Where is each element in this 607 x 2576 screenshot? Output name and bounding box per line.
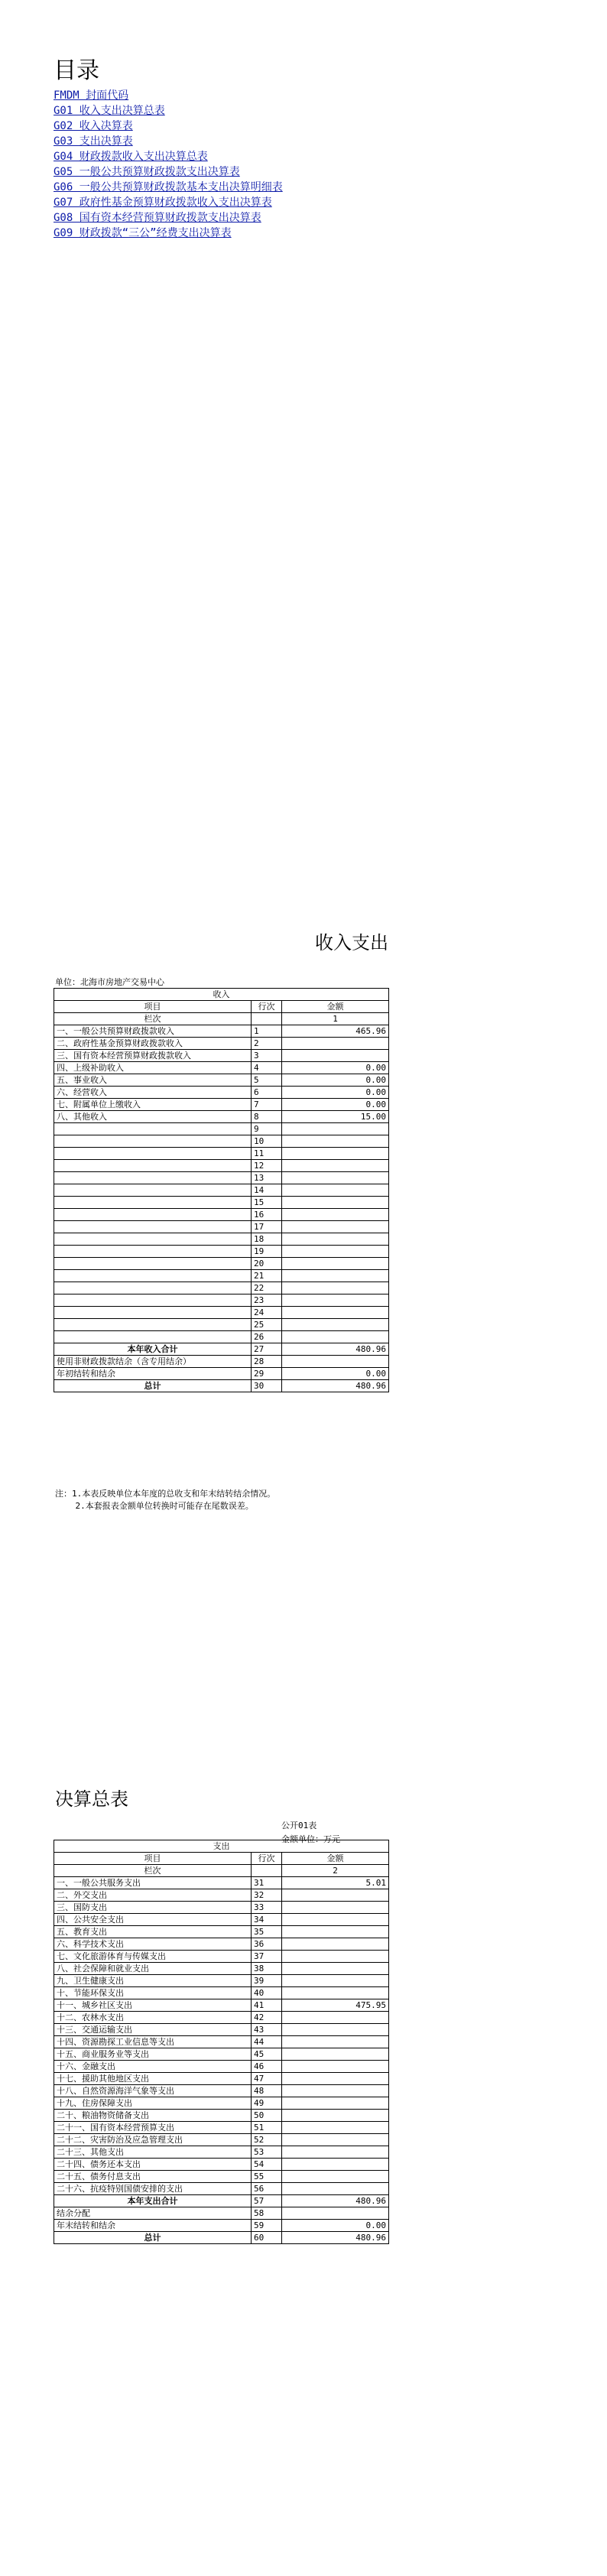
table-row xyxy=(54,2048,389,2061)
table-row xyxy=(54,1148,389,1160)
table-row xyxy=(54,1877,389,1889)
row-line-number: 44 xyxy=(252,2036,282,2048)
row-amount xyxy=(282,1294,389,1307)
table-row xyxy=(54,1987,389,1999)
table-row xyxy=(54,1270,389,1282)
row-line-number: 33 xyxy=(252,1902,282,1914)
row-line-number: 21 xyxy=(252,1270,282,1282)
table-row xyxy=(54,1914,389,1926)
row-amount: 0.00 xyxy=(282,1062,389,1074)
row-amount xyxy=(282,1951,389,1963)
row-line-number: 32 xyxy=(252,1889,282,1902)
table-row xyxy=(54,2012,389,2024)
table-row xyxy=(54,2159,389,2171)
row-line-number: 7 xyxy=(252,1099,282,1111)
row-item: 一、一般公共服务支出 xyxy=(54,1877,252,1889)
row-item: 五、事业收入 xyxy=(54,1074,252,1087)
col-header-line: 行次 xyxy=(252,1853,282,1865)
row-line-number: 45 xyxy=(252,2048,282,2061)
table-row xyxy=(54,1172,389,1184)
row-item: 五、教育支出 xyxy=(54,1926,252,1938)
row-item: 三、国防支出 xyxy=(54,1902,252,1914)
row-item: 十一、城乡社区支出 xyxy=(54,1999,252,2012)
row-line-number: 18 xyxy=(252,1233,282,1246)
row-amount xyxy=(282,2146,389,2159)
table-row xyxy=(54,1951,389,1963)
row-item xyxy=(54,1221,252,1233)
row-item xyxy=(54,1172,252,1184)
row-amount: 0.00 xyxy=(282,1087,389,1099)
income-section-header: 收入 xyxy=(54,989,389,1001)
income-column-header-row xyxy=(54,1001,389,1013)
row-line-number: 24 xyxy=(252,1307,282,1319)
table-row xyxy=(54,1111,389,1123)
row-line-number: 36 xyxy=(252,1938,282,1951)
row-amount xyxy=(282,2024,389,2036)
row-line-number: 12 xyxy=(252,1160,282,1172)
row-amount xyxy=(282,2085,389,2097)
row-line-number: 25 xyxy=(252,1319,282,1331)
row-line-number: 22 xyxy=(252,1282,282,1294)
row-line-number: 1 xyxy=(252,1025,282,1038)
row-line-number: 2 xyxy=(252,1038,282,1050)
row-amount xyxy=(282,1050,389,1062)
table-row xyxy=(54,2073,389,2085)
toc-link[interactable]: G07 政府性基金预算财政拨款收入支出决算表 xyxy=(54,197,272,209)
col-index-amount: 2 xyxy=(282,1865,389,1877)
row-line-number: 49 xyxy=(252,2097,282,2110)
table-row xyxy=(54,1307,389,1319)
row-amount xyxy=(282,1209,389,1221)
table-row xyxy=(54,2122,389,2134)
table-row xyxy=(54,1282,389,1294)
row-item xyxy=(54,1319,252,1331)
expense-column-index-row xyxy=(54,1865,389,1877)
row-item: 总计 xyxy=(54,2232,252,2244)
row-item: 四、上级补助收入 xyxy=(54,1062,252,1074)
row-line-number: 30 xyxy=(252,1380,282,1392)
row-amount xyxy=(282,2207,389,2220)
row-amount xyxy=(282,2183,389,2195)
toc-link[interactable]: G05 一般公共预算财政拨款支出决算表 xyxy=(54,166,240,178)
table-row xyxy=(54,2024,389,2036)
row-line-number: 35 xyxy=(252,1926,282,1938)
row-amount xyxy=(282,2048,389,2061)
row-line-number: 58 xyxy=(252,2207,282,2220)
row-amount xyxy=(282,1975,389,1987)
row-item: 二十四、债务还本支出 xyxy=(54,2159,252,2171)
row-line-number: 11 xyxy=(252,1148,282,1160)
row-line-number: 57 xyxy=(252,2195,282,2207)
row-line-number: 43 xyxy=(252,2024,282,2036)
row-item xyxy=(54,1148,252,1160)
row-item: 六、经营收入 xyxy=(54,1087,252,1099)
row-amount xyxy=(282,1233,389,1246)
row-item xyxy=(54,1123,252,1135)
row-amount xyxy=(282,2134,389,2146)
table-row xyxy=(54,1294,389,1307)
row-item: 七、文化旅游体育与传媒支出 xyxy=(54,1951,252,1963)
row-item: 二十一、国有资本经营预算支出 xyxy=(54,2122,252,2134)
row-amount xyxy=(282,1221,389,1233)
row-item xyxy=(54,1160,252,1172)
row-line-number: 38 xyxy=(252,1963,282,1975)
row-amount xyxy=(282,1963,389,1975)
row-item xyxy=(54,1184,252,1197)
row-item: 八、其他收入 xyxy=(54,1111,252,1123)
table-row xyxy=(54,1025,389,1038)
income-section-title: 收入支出 xyxy=(315,932,388,953)
col-header-amount: 金额 xyxy=(282,1001,389,1013)
row-item: 二、政府性基金预算财政拨款收入 xyxy=(54,1038,252,1050)
row-amount: 480.96 xyxy=(282,1380,389,1392)
row-item: 六、科学技术支出 xyxy=(54,1938,252,1951)
table-row xyxy=(54,1902,389,1914)
table-row xyxy=(54,1050,389,1062)
row-amount xyxy=(282,1038,389,1050)
row-line-number: 50 xyxy=(252,2110,282,2122)
toc-link[interactable]: G06 一般公共预算财政拨款基本支出决算明细表 xyxy=(54,181,283,193)
row-amount: 5.01 xyxy=(282,1877,389,1889)
table-row xyxy=(54,1343,389,1356)
income-table xyxy=(54,988,389,1392)
row-item xyxy=(54,1209,252,1221)
col-index-amount: 1 xyxy=(282,1013,389,1025)
row-amount xyxy=(282,2012,389,2024)
row-amount xyxy=(282,2159,389,2171)
row-line-number: 42 xyxy=(252,2012,282,2024)
row-item xyxy=(54,1233,252,1246)
form-code: 公开01表 xyxy=(281,1821,317,1830)
row-item: 三、国有资本经营预算财政拨款收入 xyxy=(54,1050,252,1062)
row-item xyxy=(54,1135,252,1148)
row-line-number: 40 xyxy=(252,1987,282,1999)
table-row xyxy=(54,2220,389,2232)
row-item xyxy=(54,1246,252,1258)
expense-section-title: 决算总表 xyxy=(55,1788,128,1810)
row-amount xyxy=(282,2036,389,2048)
expense-section-header: 支出 xyxy=(54,1840,389,1853)
table-row xyxy=(54,1062,389,1074)
table-row xyxy=(54,1197,389,1209)
row-item: 十八、自然资源海洋气象等支出 xyxy=(54,2085,252,2097)
row-amount xyxy=(282,1135,389,1148)
table-row xyxy=(54,1209,389,1221)
row-amount: 0.00 xyxy=(282,1099,389,1111)
row-item: 本年收入合计 xyxy=(54,1343,252,1356)
table-row xyxy=(54,1331,389,1343)
table-row xyxy=(54,1999,389,2012)
row-item: 十三、交通运输支出 xyxy=(54,2024,252,2036)
row-line-number: 52 xyxy=(252,2134,282,2146)
row-line-number: 13 xyxy=(252,1172,282,1184)
row-amount xyxy=(282,1987,389,1999)
row-item: 使用非财政拨款结余（含专用结余） xyxy=(54,1356,252,1368)
table-row xyxy=(54,1074,389,1087)
table-row xyxy=(54,2146,389,2159)
row-line-number: 54 xyxy=(252,2159,282,2171)
row-item: 一、一般公共预算财政拨款收入 xyxy=(54,1025,252,1038)
row-amount xyxy=(282,2122,389,2134)
row-amount: 475.95 xyxy=(282,1999,389,2012)
table-row xyxy=(54,1926,389,1938)
row-line-number: 29 xyxy=(252,1368,282,1380)
row-item: 二十三、其他支出 xyxy=(54,2146,252,2159)
toc-link[interactable]: G01 收入支出决算总表 xyxy=(54,105,165,117)
row-line-number: 56 xyxy=(252,2183,282,2195)
row-item xyxy=(54,1258,252,1270)
table-row xyxy=(54,2171,389,2183)
row-item: 二十、粮油物资储备支出 xyxy=(54,2110,252,2122)
row-line-number: 15 xyxy=(252,1197,282,1209)
row-item: 年初结转和结余 xyxy=(54,1368,252,1380)
row-amount xyxy=(282,1123,389,1135)
row-line-number: 10 xyxy=(252,1135,282,1148)
row-item xyxy=(54,1270,252,1282)
table-row xyxy=(54,1319,389,1331)
table-row xyxy=(54,1135,389,1148)
row-line-number: 55 xyxy=(252,2171,282,2183)
toc-link[interactable]: G08 国有资本经营预算财政拨款支出决算表 xyxy=(54,212,261,224)
col-index-line xyxy=(252,1013,282,1025)
row-line-number: 39 xyxy=(252,1975,282,1987)
row-amount xyxy=(282,1319,389,1331)
table-row xyxy=(54,1160,389,1172)
row-line-number: 5 xyxy=(252,1074,282,1087)
row-amount xyxy=(282,1307,389,1319)
table-row xyxy=(54,1184,389,1197)
row-amount xyxy=(282,1172,389,1184)
row-amount xyxy=(282,2073,389,2085)
table-row xyxy=(54,1975,389,1987)
income-section-header-row xyxy=(54,989,389,1001)
row-line-number: 26 xyxy=(252,1331,282,1343)
row-amount: 0.00 xyxy=(282,2220,389,2232)
row-line-number: 8 xyxy=(252,1111,282,1123)
row-line-number: 34 xyxy=(252,1914,282,1926)
row-line-number: 27 xyxy=(252,1343,282,1356)
table-row xyxy=(54,1087,389,1099)
col-header-item: 项目 xyxy=(54,1001,252,1013)
row-line-number: 59 xyxy=(252,2220,282,2232)
table-row xyxy=(54,2097,389,2110)
row-item: 十四、资源勘探工业信息等支出 xyxy=(54,2036,252,2048)
expense-table xyxy=(54,1840,389,2244)
row-amount xyxy=(282,1331,389,1343)
row-item xyxy=(54,1294,252,1307)
row-amount: 480.96 xyxy=(282,2232,389,2244)
note-line: 2.本套报表金额单位转换时可能存在尾数误差。 xyxy=(55,1501,254,1511)
row-line-number: 20 xyxy=(252,1258,282,1270)
row-line-number: 31 xyxy=(252,1877,282,1889)
row-line-number: 41 xyxy=(252,1999,282,2012)
row-amount xyxy=(282,1184,389,1197)
row-item: 二十五、债务付息支出 xyxy=(54,2171,252,2183)
row-amount xyxy=(282,1902,389,1914)
row-item: 十、节能环保支出 xyxy=(54,1987,252,1999)
row-amount: 0.00 xyxy=(282,1074,389,1087)
row-amount xyxy=(282,1356,389,1368)
row-line-number: 23 xyxy=(252,1294,282,1307)
row-amount xyxy=(282,2061,389,2073)
expense-section-header-row xyxy=(54,1840,389,1853)
row-item xyxy=(54,1331,252,1343)
table-row xyxy=(54,1368,389,1380)
row-line-number: 28 xyxy=(252,1356,282,1368)
col-header-item: 项目 xyxy=(54,1853,252,1865)
table-row xyxy=(54,1938,389,1951)
col-header-line: 行次 xyxy=(252,1001,282,1013)
table-row xyxy=(54,1889,389,1902)
row-item xyxy=(54,1282,252,1294)
row-amount: 480.96 xyxy=(282,2195,389,2207)
row-item: 八、社会保障和就业支出 xyxy=(54,1963,252,1975)
table-row xyxy=(54,2207,389,2220)
toc-link[interactable]: G02 收入决算表 xyxy=(54,120,133,132)
row-line-number: 14 xyxy=(252,1184,282,1197)
table-row xyxy=(54,2061,389,2073)
note-line: 注：1.本表反映单位本年度的总收支和年末结转结余情况。 xyxy=(55,1489,276,1499)
table-row xyxy=(54,1233,389,1246)
col-index-item: 栏次 xyxy=(54,1013,252,1025)
row-amount xyxy=(282,1926,389,1938)
row-item: 结余分配 xyxy=(54,2207,252,2220)
toc-link[interactable]: G03 支出决算表 xyxy=(54,135,133,148)
table-row xyxy=(54,1246,389,1258)
row-item: 九、卫生健康支出 xyxy=(54,1975,252,1987)
row-line-number: 4 xyxy=(252,1062,282,1074)
row-amount: 15.00 xyxy=(282,1111,389,1123)
row-line-number: 6 xyxy=(252,1087,282,1099)
table-row xyxy=(54,2183,389,2195)
table-row xyxy=(54,2232,389,2244)
col-header-amount: 金额 xyxy=(282,1853,389,1865)
col-index-line xyxy=(252,1865,282,1877)
row-line-number: 47 xyxy=(252,2073,282,2085)
row-amount xyxy=(282,2171,389,2183)
table-row xyxy=(54,1258,389,1270)
row-item: 本年支出合计 xyxy=(54,2195,252,2207)
row-item: 十六、金融支出 xyxy=(54,2061,252,2073)
row-amount: 480.96 xyxy=(282,1343,389,1356)
row-line-number: 51 xyxy=(252,2122,282,2134)
row-amount: 465.96 xyxy=(282,1025,389,1038)
table-row xyxy=(54,1038,389,1050)
row-line-number: 46 xyxy=(252,2061,282,2073)
toc-link[interactable]: G04 财政拨款收入支出决算总表 xyxy=(54,151,208,163)
table-row xyxy=(54,1356,389,1368)
row-amount xyxy=(282,2110,389,2122)
row-amount xyxy=(282,1282,389,1294)
row-line-number: 60 xyxy=(252,2232,282,2244)
toc-link[interactable]: FMDM 封面代码 xyxy=(54,89,129,102)
row-item: 七、附属单位上缴收入 xyxy=(54,1099,252,1111)
table-row xyxy=(54,2195,389,2207)
row-line-number: 37 xyxy=(252,1951,282,1963)
row-item: 总计 xyxy=(54,1380,252,1392)
row-line-number: 17 xyxy=(252,1221,282,1233)
table-row xyxy=(54,1380,389,1392)
row-item: 十九、住房保障支出 xyxy=(54,2097,252,2110)
row-amount xyxy=(282,1160,389,1172)
row-item: 十二、农林水支出 xyxy=(54,2012,252,2024)
row-amount xyxy=(282,1914,389,1926)
row-amount xyxy=(282,1197,389,1209)
row-item: 十五、商业服务业等支出 xyxy=(54,2048,252,2061)
toc-title: 目录 xyxy=(54,57,99,84)
row-amount xyxy=(282,1246,389,1258)
row-item xyxy=(54,1307,252,1319)
row-line-number: 48 xyxy=(252,2085,282,2097)
row-amount xyxy=(282,1938,389,1951)
table-row xyxy=(54,2110,389,2122)
toc-link[interactable]: G09 财政拨款“三公”经费支出决算表 xyxy=(54,227,232,239)
row-item xyxy=(54,1197,252,1209)
toc-link-list xyxy=(54,88,375,241)
table-notes xyxy=(55,1488,275,1512)
row-line-number: 3 xyxy=(252,1050,282,1062)
table-row xyxy=(54,1221,389,1233)
row-amount xyxy=(282,2097,389,2110)
row-item: 二十六、抗疫特别国债安排的支出 xyxy=(54,2183,252,2195)
row-amount xyxy=(282,1258,389,1270)
table-row xyxy=(54,1099,389,1111)
row-amount xyxy=(282,1148,389,1160)
row-item: 二十二、灾害防治及应急管理支出 xyxy=(54,2134,252,2146)
amount-unit: 金额单位：万元 xyxy=(281,1834,340,1844)
expense-column-header-row xyxy=(54,1853,389,1865)
table-row xyxy=(54,1963,389,1975)
income-column-index-row xyxy=(54,1013,389,1025)
row-line-number: 53 xyxy=(252,2146,282,2159)
row-amount: 0.00 xyxy=(282,1368,389,1380)
row-item: 十七、援助其他地区支出 xyxy=(54,2073,252,2085)
reporting-unit: 单位：北海市房地产交易中心 xyxy=(55,977,164,987)
row-line-number: 19 xyxy=(252,1246,282,1258)
row-item: 二、外交支出 xyxy=(54,1889,252,1902)
table-of-contents xyxy=(54,57,375,241)
row-line-number: 16 xyxy=(252,1209,282,1221)
col-index-item: 栏次 xyxy=(54,1865,252,1877)
table-row xyxy=(54,1123,389,1135)
table-row xyxy=(54,2085,389,2097)
table-row xyxy=(54,2134,389,2146)
row-amount xyxy=(282,1889,389,1902)
row-item: 年末结转和结余 xyxy=(54,2220,252,2232)
table-row xyxy=(54,2036,389,2048)
row-amount xyxy=(282,1270,389,1282)
row-line-number: 9 xyxy=(252,1123,282,1135)
row-item: 四、公共安全支出 xyxy=(54,1914,252,1926)
